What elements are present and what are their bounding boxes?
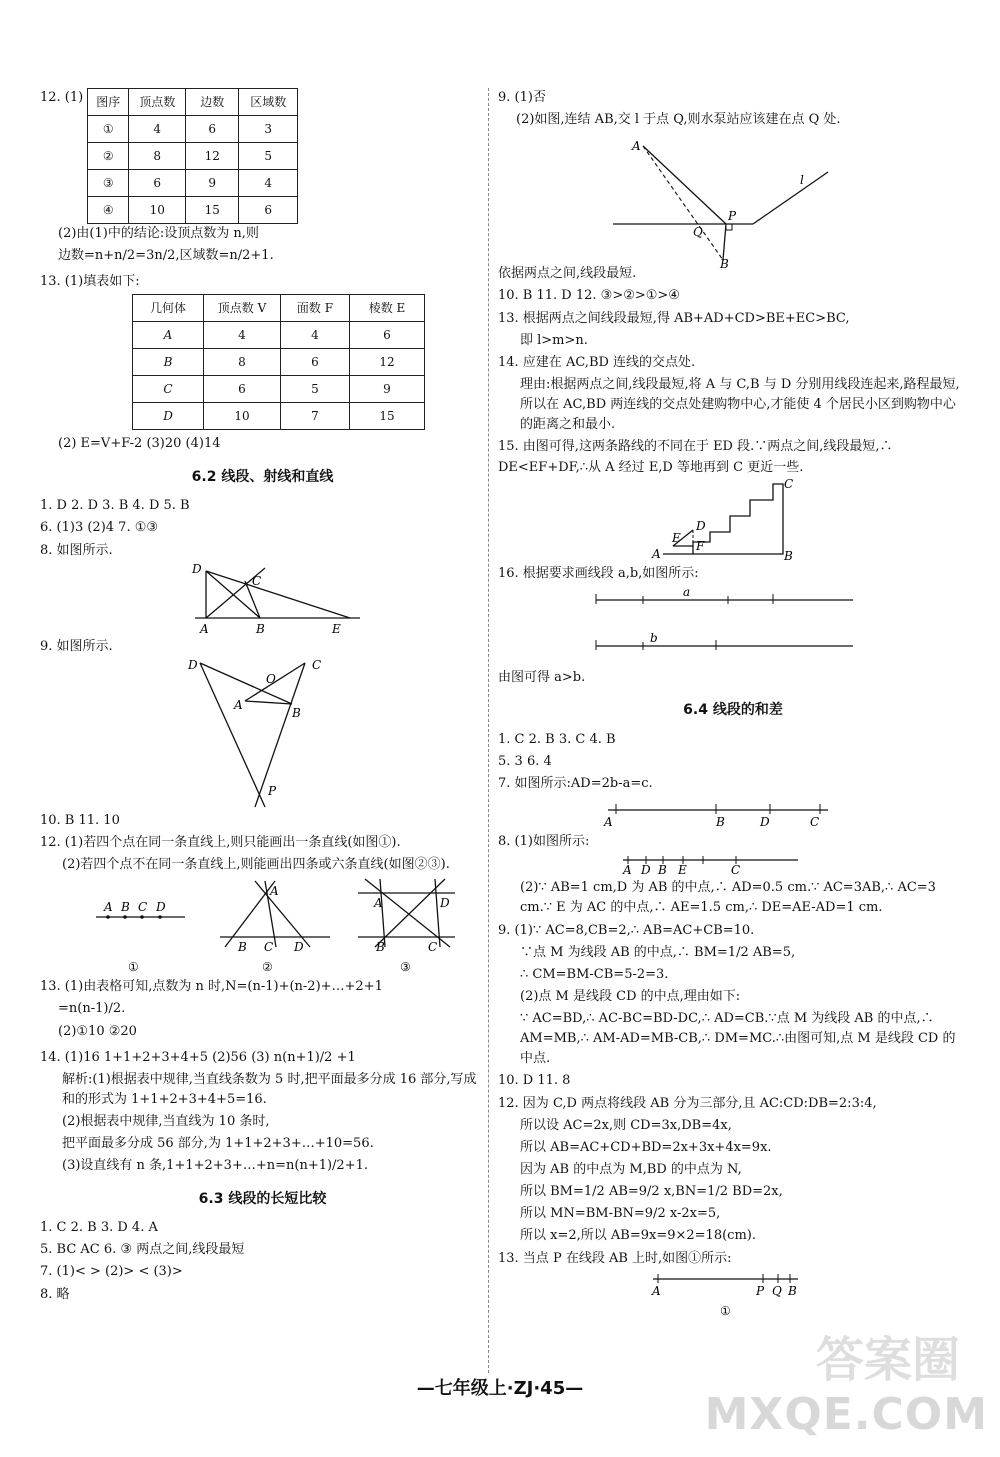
answer-line: 16. 根据要求画线段 a,b,如图所示: bbox=[498, 565, 699, 581]
figure-q9 bbox=[40, 659, 485, 809]
answer-line: 9. (1)∵ AC=8,CB=2,∴ AB=AC+CB=10. bbox=[498, 922, 755, 938]
table-header: 几何体 bbox=[133, 295, 204, 322]
table-cell: 4 bbox=[239, 170, 298, 197]
column-divider bbox=[488, 88, 490, 1373]
table-cell: ④ bbox=[88, 197, 129, 224]
svg-text:O: O bbox=[266, 671, 276, 686]
q13-table bbox=[132, 294, 425, 430]
svg-text:C: C bbox=[731, 863, 741, 878]
svg-text:C: C bbox=[252, 573, 262, 588]
table-cell: 9 bbox=[350, 376, 425, 403]
answer-line: 依据两点之间,线段最短. bbox=[498, 266, 637, 282]
figure-label: ① bbox=[720, 1303, 731, 1318]
answer-line: ∴ CM=BM-CB=5-2=3. bbox=[520, 966, 669, 982]
answer-line: (2)根据表中规律,当直线为 10 条时, bbox=[62, 1114, 270, 1130]
table-cell: 6 bbox=[350, 322, 425, 349]
table-cell: 12 bbox=[186, 143, 239, 170]
answer-line: 9. 如图所示. bbox=[40, 638, 113, 654]
svg-text:P: P bbox=[728, 209, 737, 224]
answer-line: 1. C 2. B 3. C 4. B bbox=[498, 731, 616, 747]
table-cell: ② bbox=[88, 143, 129, 170]
svg-text:D: D bbox=[188, 657, 198, 672]
svg-text:A: A bbox=[374, 896, 383, 911]
svg-text:A: A bbox=[604, 815, 613, 830]
svg-text:C: C bbox=[264, 940, 274, 955]
q12-table bbox=[87, 88, 298, 224]
svg-text:A: A bbox=[652, 1283, 661, 1298]
table-row bbox=[133, 349, 425, 376]
svg-text:F: F bbox=[696, 538, 705, 553]
table-cell: 4 bbox=[204, 322, 281, 349]
svg-text:C: C bbox=[312, 657, 322, 672]
svg-text:D: D bbox=[294, 940, 304, 955]
table-cell: 5 bbox=[281, 376, 350, 403]
answer-line: 12. (1)若四个点在同一条直线上,则只能画出一条直线(如图①). bbox=[40, 834, 401, 850]
answer-line: 13. 根据两点之间线段最短,得 AB+AD+CD>BE+EC>BC, bbox=[498, 310, 850, 326]
answer-line: 15. 由图可得,这两条路线的不同在于 ED 段.∵两点之间,线段最短,∴ DE<EF+DF,∴从 A 经过 E,D 等地再到 C 更近一些. bbox=[498, 439, 893, 475]
answer-line: 14. (1)16 1+1+2+3+4+5 (2)56 (3) n(n+1)/2 +1 bbox=[40, 1049, 356, 1065]
answer-line: 1. C 2. B 3. D 4. A bbox=[40, 1220, 158, 1236]
svg-text:D: D bbox=[696, 518, 706, 533]
table-row bbox=[88, 170, 298, 197]
svg-text:D: D bbox=[156, 900, 166, 915]
q12-part3: 边数=n+n/2=3n/2,区域数=n/2+1. bbox=[58, 248, 274, 264]
answer-line: 7. (1)< > (2)> < (3)> bbox=[40, 1264, 183, 1280]
q12-part2: (2)由(1)中的结论:设顶点数为 n,则 bbox=[58, 226, 259, 241]
svg-text:B: B bbox=[716, 815, 725, 830]
svg-text:B: B bbox=[256, 621, 265, 636]
table-cell: 4 bbox=[281, 322, 350, 349]
svg-text:A: A bbox=[104, 900, 113, 915]
table-cell: 8 bbox=[204, 349, 281, 376]
svg-text:A: A bbox=[632, 139, 641, 154]
answer-line: =n(n-1)/2. bbox=[58, 1001, 126, 1017]
section-title-6-3: 6.3 线段的长短比较 bbox=[198, 1190, 327, 1207]
svg-text:A: A bbox=[623, 863, 632, 878]
svg-text:Q: Q bbox=[772, 1283, 782, 1298]
svg-text:C: C bbox=[138, 900, 148, 915]
answer-line: 由图可得 a>b. bbox=[498, 669, 586, 685]
svg-text:P: P bbox=[756, 1283, 765, 1298]
table-cell: 8 bbox=[129, 143, 186, 170]
page-footer: —七年级上·ZJ·45— bbox=[416, 1378, 584, 1399]
answer-line: 10. B 11. D 12. ③>②>①>④ bbox=[498, 288, 680, 304]
answer-line: 解析:(1)根据表中规律,当直线条数为 5 时,把平面最多分成 16 部分,写成和的形式为 1+1+2+3+4+5=16. bbox=[62, 1071, 477, 1107]
svg-text:D: D bbox=[760, 815, 770, 830]
table-cell: 3 bbox=[239, 116, 298, 143]
section-title-6-4: 6.4 线段的和差 bbox=[683, 701, 783, 718]
answer-line: 所以设 AC=2x,则 CD=3x,DB=4x, bbox=[520, 1117, 732, 1133]
answer-line: (2)如图,连结 AB,交 l 于点 Q,则水泵站应该建在点 Q 处. bbox=[516, 112, 841, 128]
right-column bbox=[498, 88, 968, 1319]
table-row bbox=[133, 322, 425, 349]
table-cell: ③ bbox=[88, 170, 129, 197]
table-cell: 10 bbox=[204, 403, 281, 430]
answer-line: 10. D 11. 8 bbox=[498, 1073, 571, 1089]
q13-intro: 13. (1)填表如下: bbox=[40, 274, 140, 290]
table-cell: 6 bbox=[186, 116, 239, 143]
table-header: 顶点数 V bbox=[204, 295, 281, 322]
answer-line: (2)点 M 是线段 CD 的中点,理由如下: bbox=[520, 988, 741, 1004]
answer-line: ∵点 M 为线段 AB 的中点,∴ BM=1/2 AB=5, bbox=[520, 944, 796, 960]
svg-text:B: B bbox=[376, 940, 385, 955]
svg-text:C: C bbox=[810, 815, 820, 830]
section-title-6-2: 6.2 线段、射线和直线 bbox=[191, 468, 334, 485]
svg-text:A: A bbox=[200, 621, 209, 636]
answer-line: 9. (1)否 bbox=[498, 90, 546, 105]
table-cell: A bbox=[133, 322, 204, 349]
svg-text:C: C bbox=[428, 940, 438, 955]
figure-c13 bbox=[498, 1271, 968, 1317]
table-header: 区域数 bbox=[239, 89, 298, 116]
table-header: 面数 F bbox=[281, 295, 350, 322]
figure-c7 bbox=[498, 796, 968, 830]
left-column bbox=[40, 88, 485, 1307]
table-cell: 4 bbox=[129, 116, 186, 143]
answer-line: 所以 AB=AC+CD+BD=2x+3x+4x=9x. bbox=[520, 1139, 772, 1155]
answer-line: 6. (1)3 (2)4 7. ①③ bbox=[40, 520, 159, 536]
watermark-logo: 答案圈 bbox=[815, 1331, 960, 1388]
figure-q12 bbox=[40, 877, 485, 975]
svg-text:E: E bbox=[678, 863, 687, 878]
svg-text:Q: Q bbox=[693, 225, 703, 240]
svg-text:A: A bbox=[270, 884, 279, 899]
table-header: 棱数 E bbox=[350, 295, 425, 322]
table-row bbox=[133, 376, 425, 403]
table-row bbox=[88, 116, 298, 143]
svg-text:P: P bbox=[268, 783, 277, 798]
figure-c8 bbox=[498, 854, 968, 876]
q13-part2: (2) E=V+F-2 (3)20 (4)14 bbox=[58, 436, 221, 452]
table-row bbox=[88, 197, 298, 224]
svg-text:E: E bbox=[672, 530, 681, 545]
table-row bbox=[88, 143, 298, 170]
answer-line: 10. B 11. 10 bbox=[40, 812, 120, 828]
answer-line: 8. 略 bbox=[40, 1286, 70, 1302]
answer-line: 理由:根据两点之间,线段最短,将 A 与 C,B 与 D 分别用线段连起来,路程最短,所以在 AC,BD 两连线的交点处建购物中心,才能使 4 个居民小区到购物中心的距离之和最小. bbox=[520, 376, 960, 433]
table-cell: 6 bbox=[281, 349, 350, 376]
figure-r16 bbox=[498, 586, 968, 666]
table-cell: B bbox=[133, 349, 204, 376]
table-row bbox=[133, 403, 425, 430]
table-cell: 6 bbox=[204, 376, 281, 403]
table-cell: 15 bbox=[186, 197, 239, 224]
table-cell: C bbox=[133, 376, 204, 403]
answer-line: (3)设直线有 n 条,1+1+2+3+…+n=n(n+1)/2+1. bbox=[62, 1158, 368, 1174]
figure-q8 bbox=[40, 563, 485, 635]
svg-text:a: a bbox=[683, 584, 691, 599]
q12-label: 12. (1) bbox=[40, 90, 84, 105]
svg-text:A: A bbox=[652, 546, 661, 561]
figure-label: ① bbox=[128, 960, 139, 975]
table-header: 图序 bbox=[88, 89, 129, 116]
answer-line: 即 l>m>n. bbox=[520, 332, 588, 348]
answer-line: 把平面最多分成 56 部分,为 1+1+2+3+…+10=56. bbox=[62, 1136, 374, 1152]
answer-line: 5. BC AC 6. ③ 两点之间,线段最短 bbox=[40, 1242, 245, 1258]
table-cell: 7 bbox=[281, 403, 350, 430]
q12-block bbox=[40, 88, 485, 224]
answer-line: 因为 AB 的中点为 M,BD 的中点为 N, bbox=[520, 1162, 742, 1178]
table-cell: ① bbox=[88, 116, 129, 143]
answer-line: 所以 x=2,所以 AB=9x=9×2=18(cm). bbox=[520, 1228, 756, 1244]
svg-text:B: B bbox=[238, 940, 247, 955]
table-cell: 9 bbox=[186, 170, 239, 197]
svg-text:B: B bbox=[292, 705, 301, 720]
svg-text:C: C bbox=[784, 476, 794, 491]
answer-line: (2)①10 ②20 bbox=[58, 1023, 137, 1039]
svg-text:B: B bbox=[784, 548, 793, 563]
table-cell: 5 bbox=[239, 143, 298, 170]
table-cell: 10 bbox=[129, 197, 186, 224]
table-cell: 6 bbox=[239, 197, 298, 224]
table-header: 顶点数 bbox=[129, 89, 186, 116]
svg-text:B: B bbox=[658, 863, 667, 878]
answer-line: 7. 如图所示:AD=2b-a=c. bbox=[498, 775, 653, 791]
figure-r15 bbox=[498, 476, 968, 563]
answer-line: 1. D 2. D 3. B 4. D 5. B bbox=[40, 498, 190, 514]
svg-text:B: B bbox=[788, 1283, 797, 1298]
svg-text:D: D bbox=[641, 863, 651, 878]
svg-text:B: B bbox=[121, 900, 130, 915]
svg-text:D: D bbox=[440, 896, 450, 911]
table-cell: 6 bbox=[129, 170, 186, 197]
answer-line: 所以 BM=1/2 AB=9/2 x,BN=1/2 BD=2x, bbox=[520, 1184, 783, 1200]
answer-line: 13. (1)由表格可知,点数为 n 时,N=(n-1)+(n-2)+…+2+1 bbox=[40, 979, 383, 995]
svg-text:D: D bbox=[192, 561, 202, 576]
answer-line: 5. 3 6. 4 bbox=[498, 753, 552, 769]
svg-text:b: b bbox=[650, 630, 658, 645]
svg-text:B: B bbox=[720, 257, 729, 272]
watermark: MXQE.COM bbox=[704, 1388, 988, 1440]
answer-line: (2)∵ AB=1 cm,D 为 AB 的中点,∴ AD=0.5 cm.∵ AC=3AB,∴ AC=3 cm.∵ E 为 AC 的中点,∴ AE=1.5 cm,∴ DE=AE-AD=1 cm. bbox=[520, 880, 936, 916]
answer-line: 8. (1)如图所示: bbox=[498, 834, 590, 850]
table-header: 边数 bbox=[186, 89, 239, 116]
figure-label: ② bbox=[262, 960, 273, 975]
figure-label: ③ bbox=[400, 960, 411, 975]
answer-line: 13. 当点 P 在线段 AB 上时,如图①所示: bbox=[498, 1250, 732, 1266]
answer-line: 8. 如图所示. bbox=[40, 542, 113, 558]
svg-text:A: A bbox=[234, 697, 243, 712]
answer-line: 12. 因为 C,D 两点将线段 AB 分为三部分,且 AC:CD:DB=2:3:4, bbox=[498, 1095, 877, 1111]
answer-line: (2)若四个点不在同一条直线上,则能画出四条或六条直线(如图②③). bbox=[62, 857, 450, 873]
table-cell: D bbox=[133, 403, 204, 430]
table-cell: 12 bbox=[350, 349, 425, 376]
figure-r9 bbox=[498, 132, 968, 272]
answer-line: 所以 MN=BM-BN=9/2 x-2x=5, bbox=[520, 1206, 721, 1222]
answer-line: ∵ AC=BD,∴ AC-BC=BD-DC,∴ AD=CB.∵点 M 为线段 AB 的中点,∴ AM=MB,∴ AM-AD=MB-CB,∴ DM=MC.∴由图可知,点 M 是线段 CD 的中点. bbox=[520, 1011, 956, 1067]
answer-line: 14. 应建在 AC,BD 连线的交点处. bbox=[498, 354, 696, 370]
svg-text:E: E bbox=[332, 621, 341, 636]
svg-text:l: l bbox=[800, 173, 804, 188]
table-cell: 15 bbox=[350, 403, 425, 430]
